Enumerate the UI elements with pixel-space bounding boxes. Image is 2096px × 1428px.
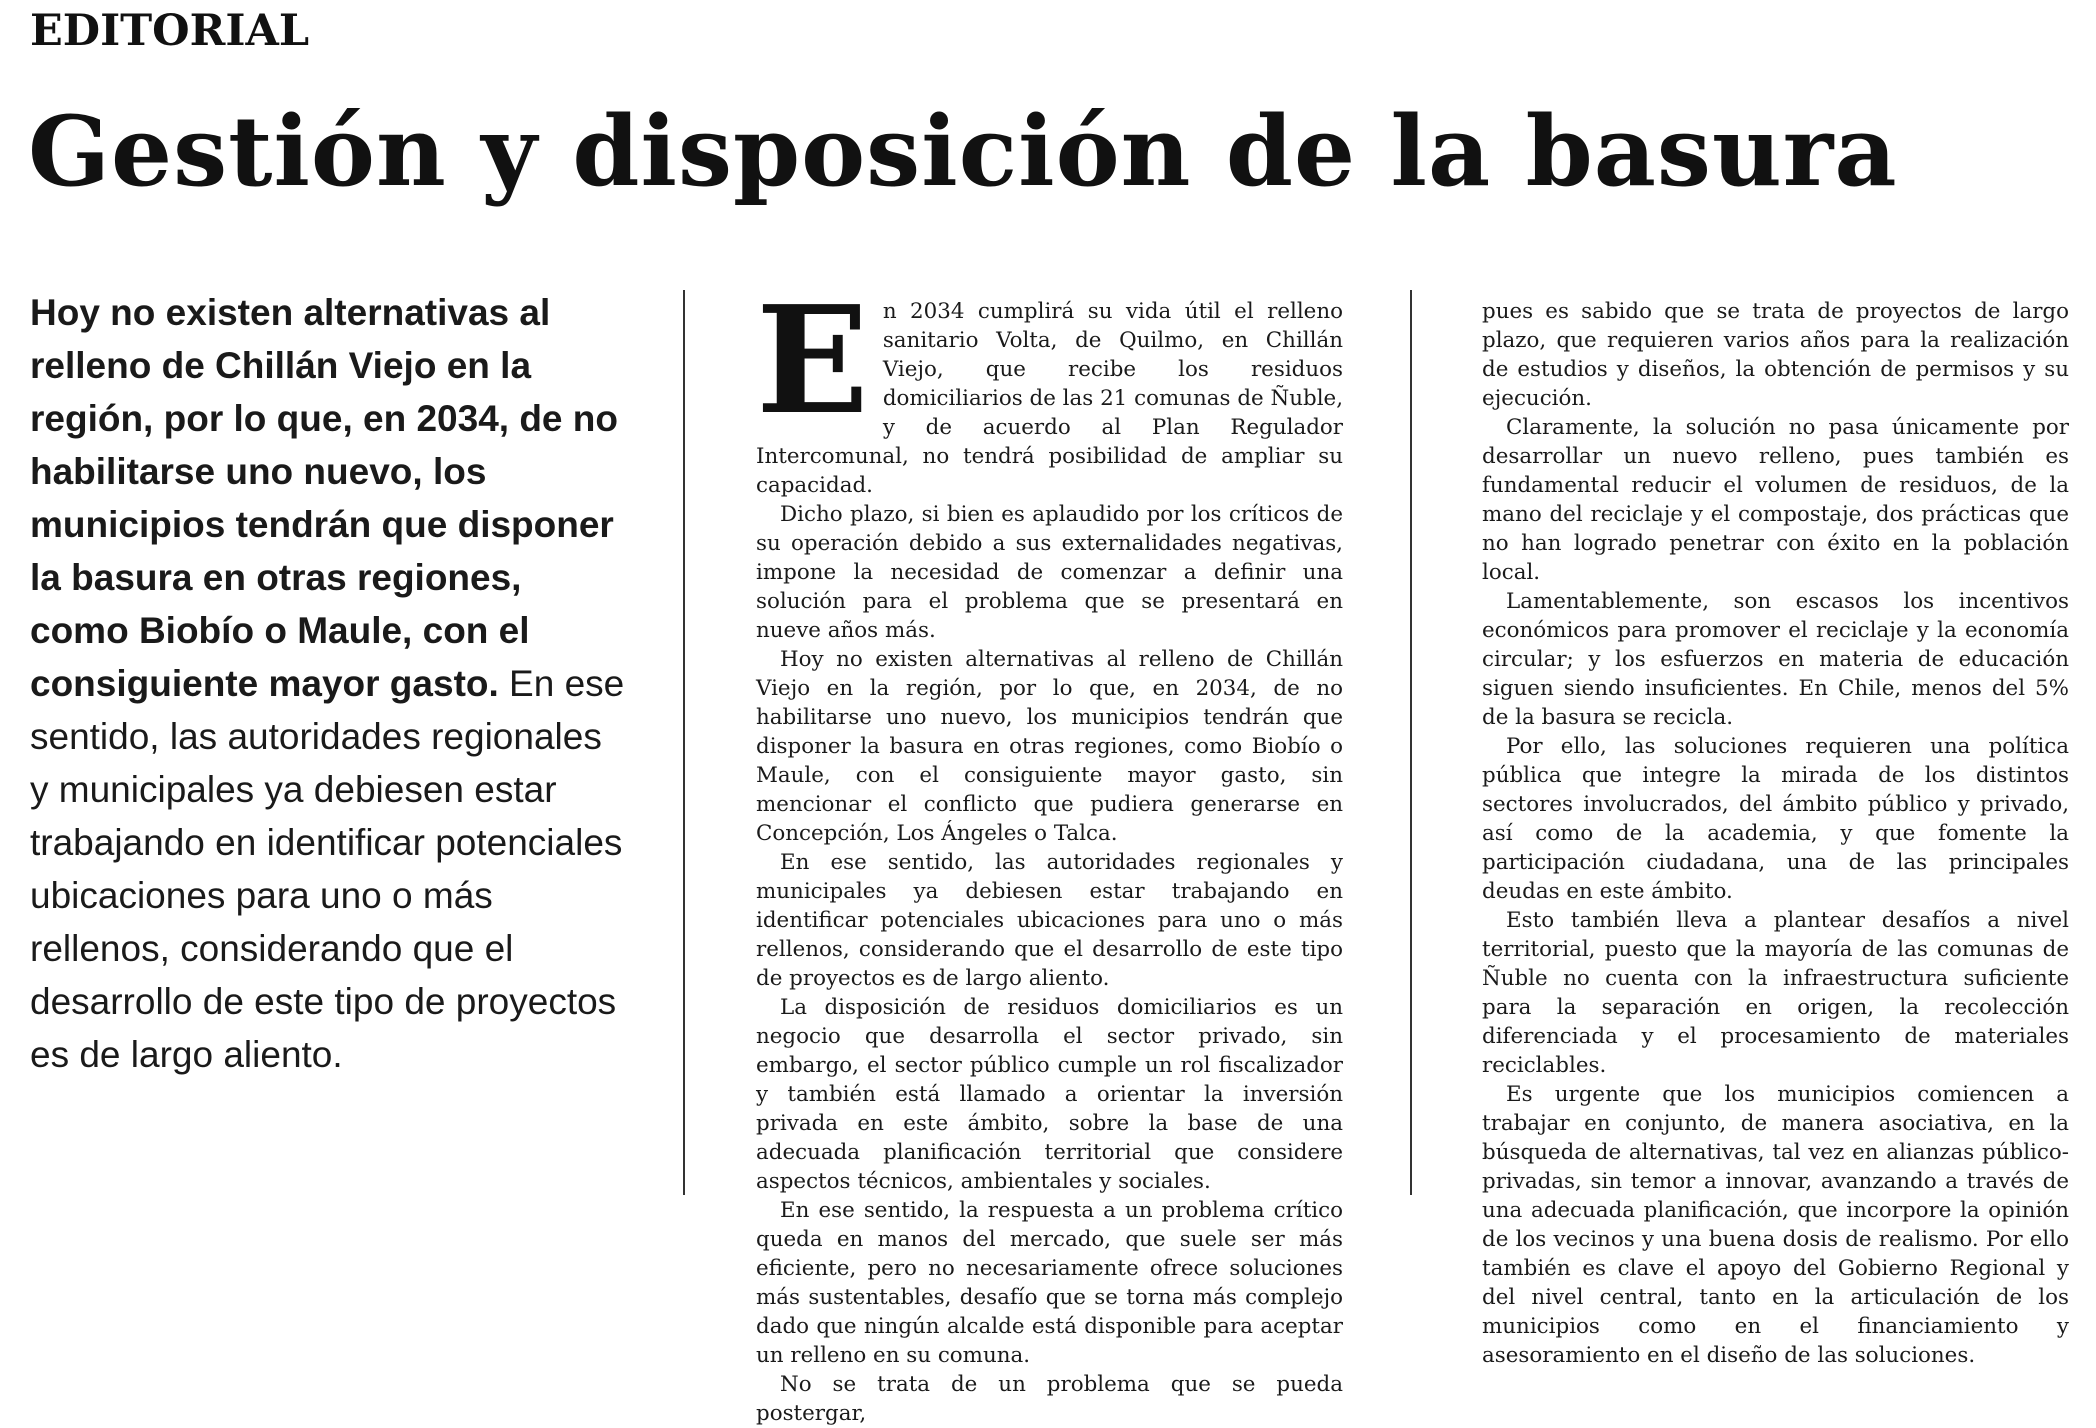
- body-paragraph: Claramente, la solución no pasa únicamente por desarrollar un nuevo relleno, pues también es fundamental reducir el volumen de residuos, de la mano del reciclaje y el compostaje, dos prácticas que no han logrado penetrar con éxito en la población local.: [1482, 415, 2069, 585]
- body-paragraph: Lamentablemente, son escasos los incentivos económicos para promover el reciclaje y la economía circular; y los esfuerzos en materia de educación siguen siendo insuficientes. En Chile, menos del 5% de la basura se recicla.: [1482, 589, 2069, 730]
- body-paragraph: Esto también lleva a plantear desafíos a nivel territorial, puesto que la mayoría de las comunas de Ñuble no cuenta con la infraestructura suficiente para la separación en origen, la recolección diferenciada y el procesamiento de materiales reciclables.: [1482, 908, 2069, 1078]
- body-paragraph: En ese sentido, la respuesta a un problema crítico queda en manos del mercado, que suele ser más eficiente, pero no necesariamente ofrece soluciones más sustentables, desafío que se torna más complejo dado que ningún alcalde está disponible para aceptar un relleno en su comuna.: [756, 1198, 1343, 1368]
- column-divider-left: [683, 290, 685, 1195]
- body-column-1: [756, 273, 1343, 1428]
- body-paragraph: Dicho plazo, si bien es aplaudido por los críticos de su operación debido a sus externalidades negativas, impone la necesidad de comenzar a definir una solución para el problema que se presentará en nueve años más.: [756, 502, 1343, 643]
- lead-bold-text: Hoy no existen alternativas al relleno de Chillán Viejo en la región, por lo que, en 2034, de no habilitarse uno nuevo, los municipios tendrán que disponer la basura en otras regiones, como Biobío o Maule, con el consiguiente mayor gasto.: [30, 292, 618, 704]
- body-paragraph-continued: pues es sabido que se trata de proyectos de largo plazo, que requieren varios años para la realización de estudios y diseños, la obtención de permisos y su ejecución.: [1482, 299, 2069, 411]
- body-paragraph: Por ello, las soluciones requieren una política pública que integre la mirada de los distintos sectores involucrados, del ámbito público y privado, así como de la academia, y que fomente la participación ciudadana, una de las principales deudas en este ámbito.: [1482, 734, 2069, 904]
- lead-paragraph: [30, 286, 630, 1081]
- body-paragraph: Hoy no existen alternativas al relleno de Chillán Viejo en la región, por lo que, en 2034, de no habilitarse uno nuevo, los municipios tendrán que disponer la basura en otras regiones, como Biobío o Maule, con el consiguiente mayor gasto, sin mencionar el conflicto que pudiera generarse en Concepción, Los Ángeles o Talca.: [756, 647, 1343, 846]
- headline: Gestión y disposición de la basura: [28, 95, 1898, 208]
- column-divider-right: [1410, 290, 1412, 1195]
- body-paragraph: No se trata de un problema que se pueda postergar,: [756, 1372, 1343, 1426]
- body-paragraph: Es urgente que los municipios comiencen a trabajar en conjunto, de manera asociativa, en la búsqueda de alternativas, tal vez en alianzas público-privadas, sin temor a innovar, avanzando a través de una adecuada planificación, que incorpore la opinión de los vecinos y una buena dosis de realismo. Por ello también es clave el apoyo del Gobierno Regional y del nivel central, tanto en la articulación de los municipios como en el financiamiento y asesoramiento en el diseño de las soluciones.: [1482, 1082, 2069, 1368]
- drop-cap: E: [756, 273, 869, 447]
- body-paragraph: En ese sentido, las autoridades regionales y municipales ya debiesen estar trabajando en identificar potenciales ubicaciones para uno o más rellenos, considerando que el desarrollo de este tipo de proyectos es de largo aliento.: [756, 850, 1343, 991]
- body-paragraph: La disposición de residuos domiciliarios es un negocio que desarrolla el sector privado, sin embargo, el sector público cumple un rol fiscalizador y también está llamado a orientar la inversión privada en este ámbito, sobre la base de una adecuada planificación territorial que considere aspectos técnicos, ambientales y sociales.: [756, 995, 1343, 1194]
- lead-regular-text: En ese sentido, las autoridades regionales y municipales ya debiesen estar trabajando en identificar potenciales ubicaciones para uno o más rellenos, considerando que el desarrollo de este tipo de proyectos es de largo aliento.: [30, 663, 625, 1075]
- section-label: EDITORIAL: [30, 6, 310, 56]
- body-column-2: [1482, 297, 2069, 1370]
- body-paragraph: n 2034 cumplirá su vida útil el relleno sanitario Volta, de Quilmo, en Chillán Viejo, que recibe los residuos domiciliarios de las 21 comunas de Ñuble, y de acuerdo al Plan Regulador Intercomunal, no tendrá posibilidad de ampliar su capacidad.: [756, 299, 1343, 498]
